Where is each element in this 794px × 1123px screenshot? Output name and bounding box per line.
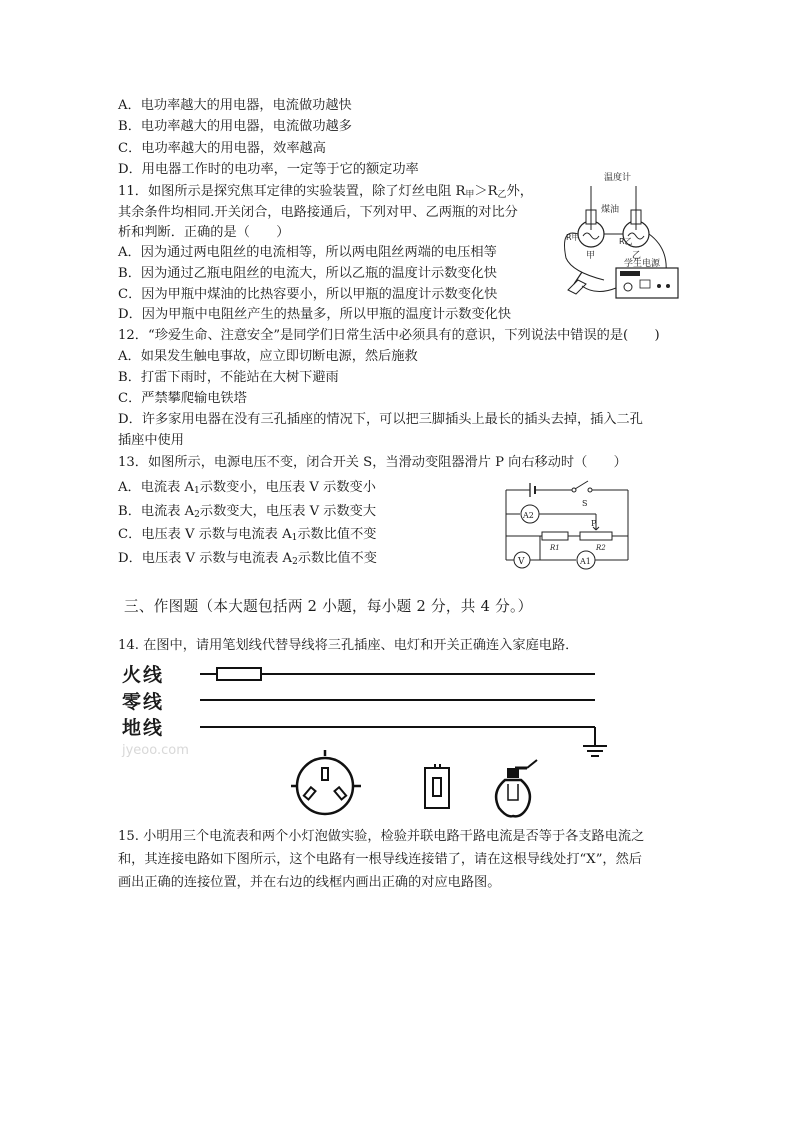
- section-3-title: 三、作图题（本大题包括两 2 小题，每小题 2 分，共 4 分。）: [124, 598, 533, 615]
- three-hole-socket-icon: [291, 750, 361, 814]
- ammeter-a1-label: A1: [580, 557, 591, 566]
- slider-p-label: P: [591, 519, 597, 528]
- fire-wire-label: 火线: [122, 664, 165, 686]
- q12-option-c: C．严禁攀爬输电铁塔: [118, 391, 247, 406]
- q13-option-c: C．电压表 V 示数与电流表 $A_1$示数比值不变: [118, 527, 377, 543]
- voltmeter-v-label: V: [518, 557, 525, 567]
- q11-stem-line2: 其余条件均相同.开关闭合，电路接通后，下列对甲、乙两瓶的对比分: [118, 205, 518, 220]
- q15-line3: 画出正确的连接位置，并在右边的线框内画出正确的对应电路图。: [118, 875, 501, 890]
- q11-stem-line3: 析和判断．正确的是（ ）: [118, 225, 290, 240]
- q13-option-b: B．电流表 $A_2$示数变大，电压表 V 示数变大: [118, 504, 377, 520]
- r2-label: R2: [596, 544, 606, 552]
- q13-option-d: D．电压表 V 示数与电流表 $A_2$示数比值不变: [118, 551, 377, 567]
- household-circuit-figure: [195, 660, 615, 820]
- power-label: 学生电源: [624, 259, 661, 269]
- option-a-prev: A．电功率越大的用电器，电流做功越快: [118, 98, 352, 113]
- q15-line1: 15. 小明用三个电流表和两个小灯泡做实验，检验并联电路干路电流是否等于各支路电流之: [118, 829, 645, 844]
- q12-option-a: A．如果发生触电事故，应立即切断电源，然后施救: [118, 349, 418, 364]
- light-bulb-icon: [496, 760, 537, 816]
- r-jia-label: R甲: [566, 233, 580, 242]
- r1-label: R1: [550, 544, 560, 552]
- q12-option-d-line2: 插座中使用: [118, 433, 184, 448]
- ground-wire-label: 地线: [122, 717, 165, 739]
- option-d-prev: D．用电器工作时的电功率，一定等于它的额定功率: [118, 162, 419, 177]
- q11-option-b: B．因为通过乙瓶电阻丝的电流大，所以乙瓶的温度计示数变化快: [118, 266, 497, 281]
- q11-stem-line1: 11．如图所示是探究焦耳定律的实验装置，除了灯丝电阻 $R_甲>R_乙$外，: [118, 184, 533, 200]
- joule-apparatus-figure: [556, 168, 686, 318]
- jia-label: 甲: [586, 251, 596, 261]
- watermark: jyeoo.com: [122, 743, 189, 758]
- option-c-prev: C．电功率越大的用电器，效率越高: [118, 141, 326, 156]
- q11-option-c: C．因为甲瓶中煤油的比热容要小，所以甲瓶的温度计示数变化快: [118, 287, 498, 302]
- q13-option-a: A．电流表 $A_1$示数变小，电压表 V 示数变小: [118, 480, 376, 496]
- option-b-prev: B．电功率越大的用电器，电流做功越多: [118, 119, 352, 134]
- switch-icon: [425, 764, 449, 808]
- switch-s-label: S: [582, 499, 588, 508]
- oil-label: 煤油: [601, 205, 620, 215]
- neutral-wire-label: 零线: [122, 691, 165, 713]
- ammeter-a2-label: A2: [523, 511, 534, 520]
- fuse-icon: [217, 668, 261, 680]
- q13-stem: 13．如图所示，电源电压不变，闭合开关 S，当滑动变阻器滑片 P 向右移动时（ ）: [118, 455, 627, 470]
- r-yi-label: R乙: [619, 237, 633, 246]
- q11-option-a: A．因为通过两电阻丝的电流相等，所以两电阻丝两端的电压相等: [118, 245, 497, 260]
- yi-label: 乙: [632, 251, 642, 261]
- q12-option-b: B．打雷下雨时，不能站在大树下避雨: [118, 370, 339, 385]
- q12-stem: 12．“珍爱生命、注意安全”是同学们日常生活中必须具有的意识，下列说法中错误的是( ): [118, 328, 660, 343]
- q11-option-d: D．因为甲瓶中电阻丝产生的热量多，所以甲瓶的温度计示数变化快: [118, 307, 512, 322]
- q15-line2: 和，其连接电路如下图所示，这个电路有一根导线连接错了，请在这根导线处打“X”，然后: [118, 852, 642, 867]
- q12-option-d-line1: D．许多家用电器在没有三孔插座的情况下，可以把三脚插头上最长的插头去掉，插入二孔: [118, 412, 643, 427]
- q14-stem: 14. 在图中，请用笔划线代替导线将三孔插座、电灯和开关正确连入家庭电路．: [118, 638, 579, 653]
- q13-circuit-figure: [500, 478, 635, 578]
- thermometer-label: 温度计: [604, 173, 632, 183]
